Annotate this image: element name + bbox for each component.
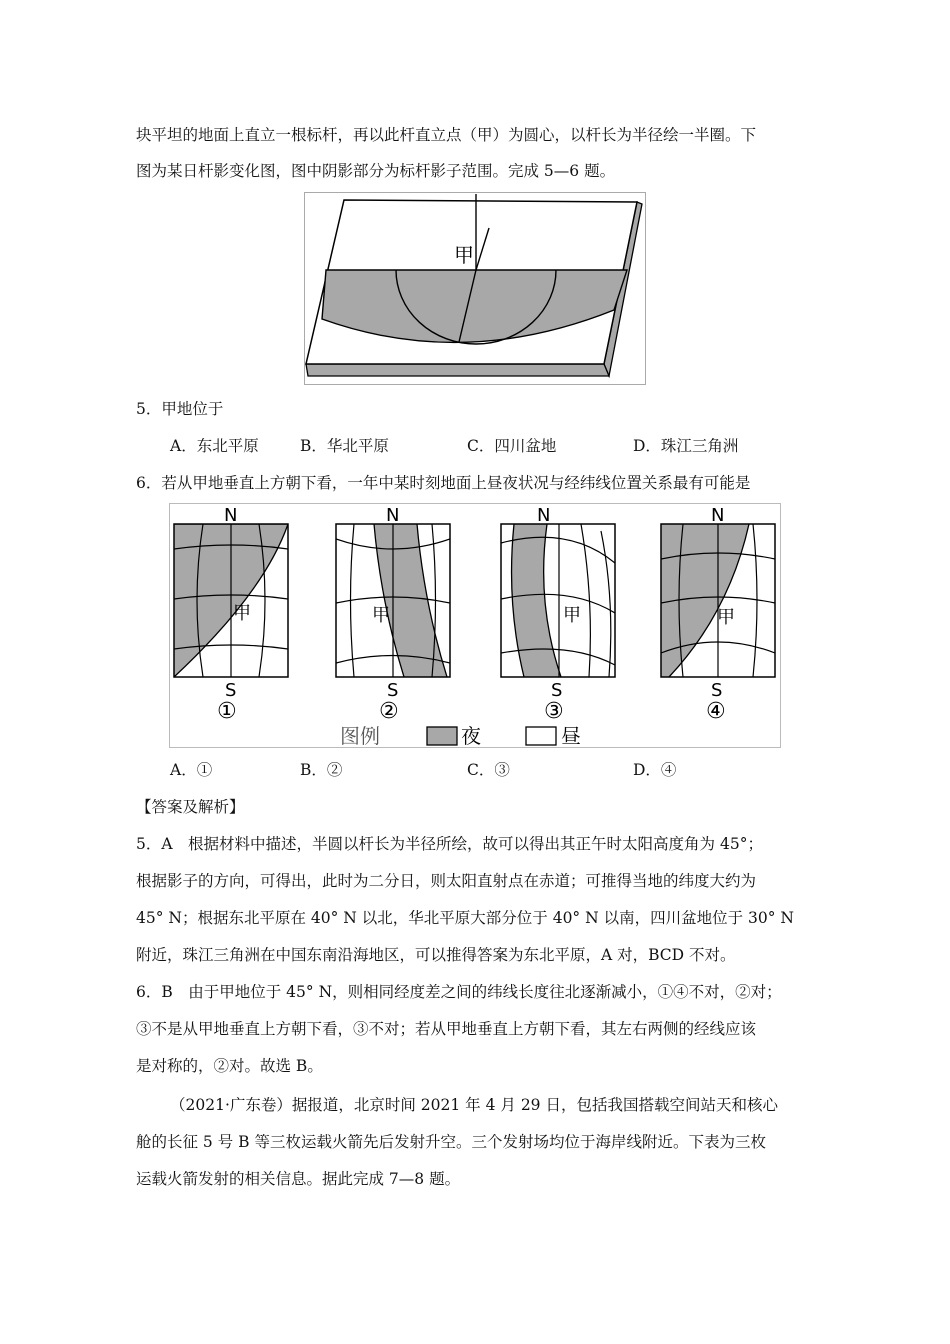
panel-1-south: S [225,680,237,701]
answer-5-line-1: 5．A 根据材料中描述，半圆以杆长为半径所绘，故可以得出其正午时太阳高度角为 45°； [136,835,763,853]
answer-6-line-2: ③不是从甲地垂直上方朝下看，③不对；若从甲地垂直上方朝下看，其左右两侧的经线应该 [136,1020,757,1038]
answer-heading: 【答案及解析】 [136,798,245,816]
q5-option-d: D．珠江三角洲 [633,437,739,455]
figure1-place-label: 甲 [454,243,474,267]
panel-4-place: 甲 [717,607,735,628]
intro-line-1: 块平坦的地面上直立一根标杆，再以此杆直立点（甲）为圆心，以杆长为半径绘一半圈。下 [136,126,757,144]
next-intro-line-1: （2021·广东卷）据报道，北京时间 2021 年 4 月 29 日，包括我国搭载空间站天和核心 [170,1096,778,1114]
legend-night-swatch [427,727,457,745]
intro-line-2: 图为某日杆影变化图，图中阴影部分为标杆影子范围。完成 5—6 题。 [136,162,616,180]
next-intro-line-3: 运载火箭发射的相关信息。据此完成 7—8 题。 [136,1170,461,1188]
legend [340,724,581,748]
panel-2-place: 甲 [372,605,390,626]
q5-option-a: A．东北平原 [170,437,259,455]
q5-stem: 5．甲地位于 [136,400,224,418]
q5-option-c: C．四川盆地 [467,437,557,455]
panel-2-number: ② [379,699,399,724]
panel-2-north: N [386,505,400,526]
q6-option-b: B．② [300,761,343,779]
next-intro-line-2: 舱的长征 5 号 B 等三枚运载火箭先后发射升空。三个发射场均位于海岸线附近。下表为三枚 [136,1133,766,1151]
q6-stem: 6．若从甲地垂直上方朝下看，一年中某时刻地面上昼夜状况与经纬线位置关系最有可能是 [136,474,751,492]
legend-title: 图例 [340,724,380,748]
day-night-panels-figure [169,503,781,748]
legend-day-label: 昼 [561,724,581,748]
panel-2-south: S [387,680,399,701]
q6-option-a: A．① [170,761,213,779]
panel-3-number: ③ [544,699,564,724]
panel-3-place: 甲 [563,605,581,626]
legend-day-swatch [526,727,556,745]
q6-option-c: C．③ [467,761,510,779]
panel-4-north: N [711,505,725,526]
panel-1-place: 甲 [233,603,251,624]
panel-3-north: N [537,505,551,526]
panel-4-south: S [711,680,723,701]
answer-5-line-2: 根据影子的方向，可得出，此时为二分日，则太阳直射点在赤道；可推得当地的纬度大约为 [136,872,757,890]
panel-3-south: S [551,680,563,701]
pole-shadow-figure [304,192,646,385]
legend-night-label: 夜 [461,724,481,748]
answer-6-line-1: 6．B 由于甲地位于 45° N，则相同经度差之间的纬线长度往北逐渐减小，①④不对，②对； [136,983,782,1001]
q5-option-b: B．华北平原 [300,437,389,455]
answer-6-line-3: 是对称的，②对。故选 B。 [136,1057,323,1075]
panel-4-number: ④ [706,699,726,724]
answer-5-line-4: 附近，珠江三角洲在中国东南沿海地区，可以推得答案为东北平原，A 对，BCD 不对。 [136,946,736,964]
answer-5-line-3: 45° N；根据东北平原在 40° N 以北，华北平原大部分位于 40° N 以南，四川盆地位于 30° N [136,909,794,927]
panel-1-number: ① [217,699,237,724]
panel-1-north: N [224,505,238,526]
q6-option-d: D．④ [633,761,677,779]
